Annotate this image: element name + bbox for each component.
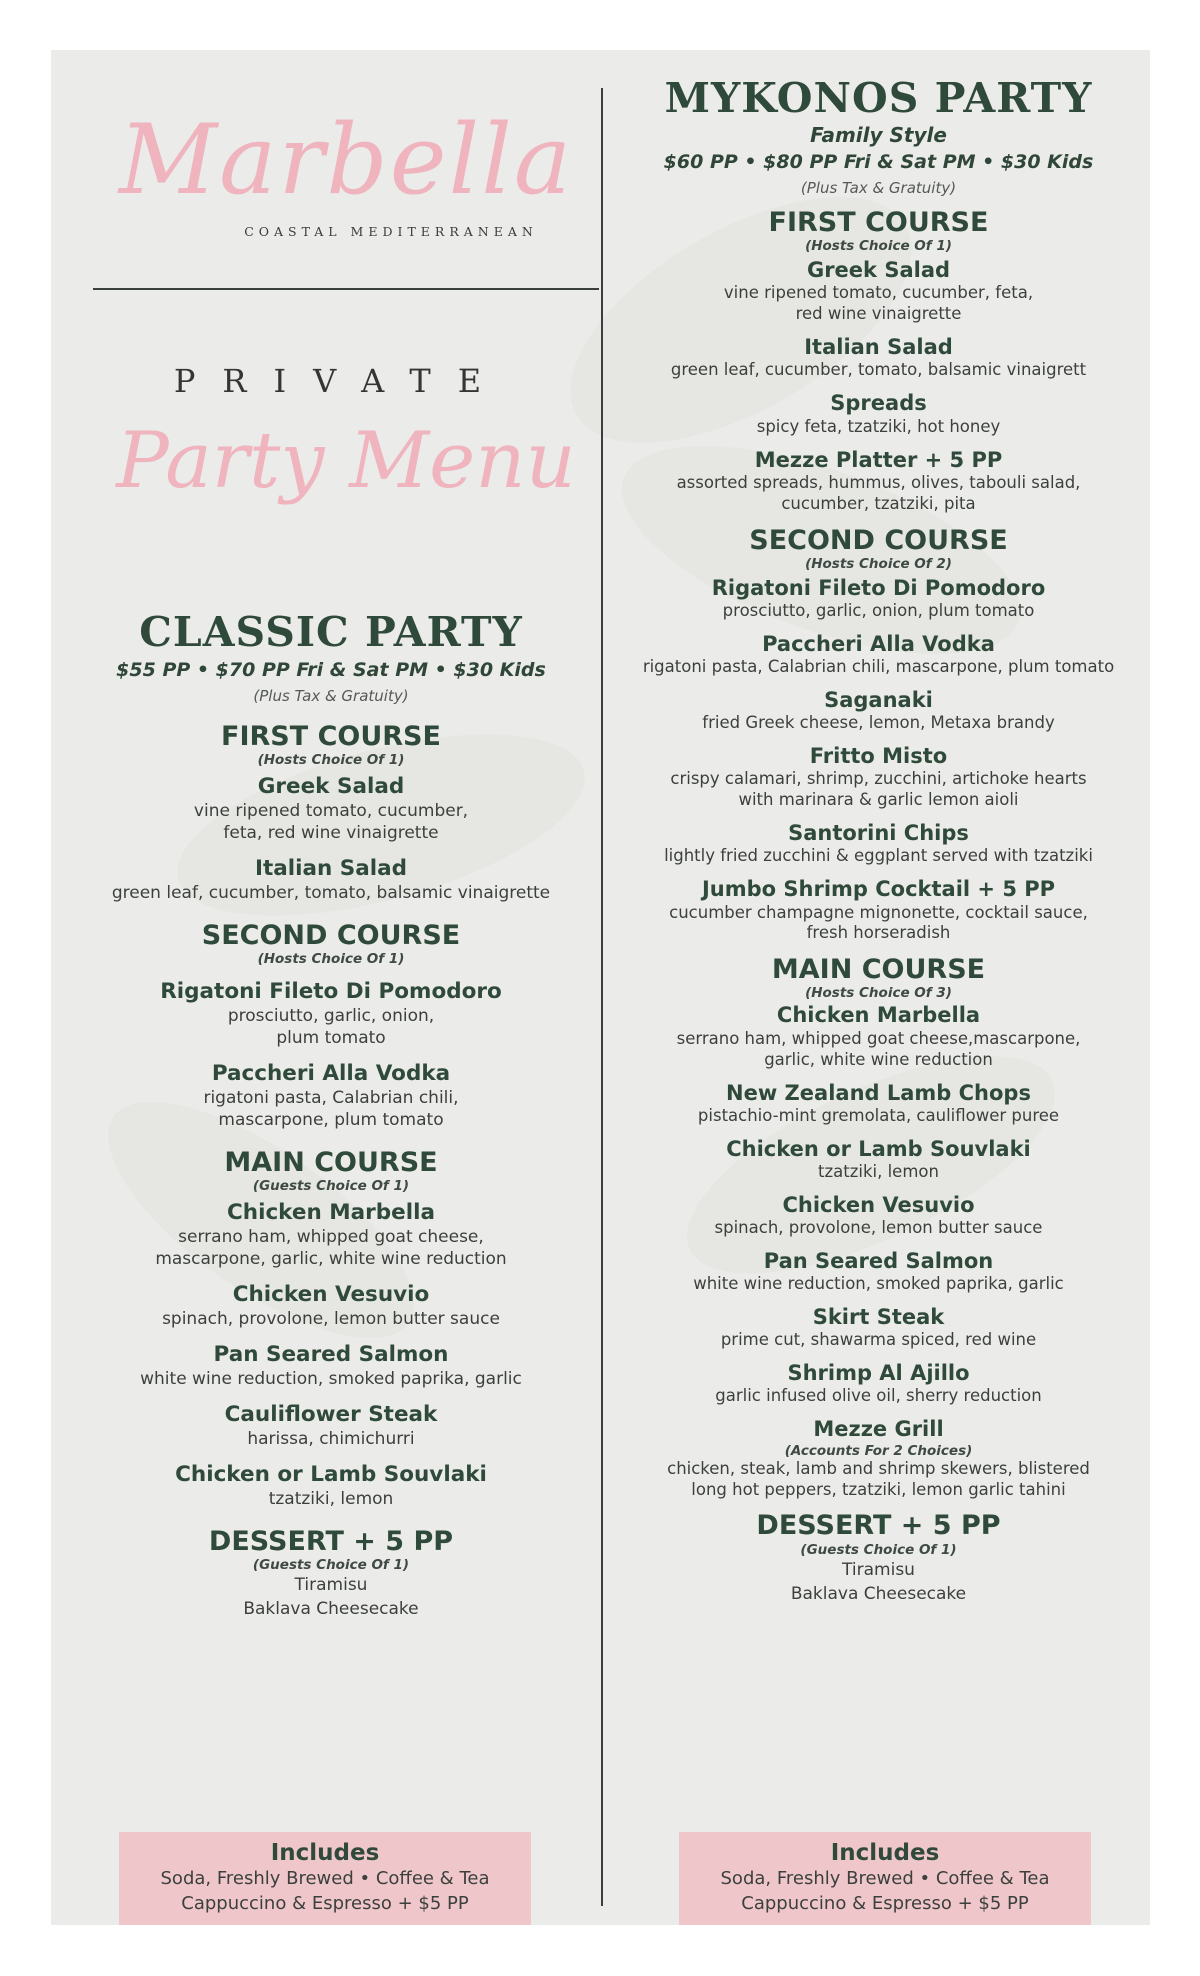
menu-item-name: Chicken Marbella [776,1003,981,1028]
mykonos-family-style: Family Style [810,123,947,148]
dessert-item: Baklava Cheesecake [243,1599,419,1620]
classic-main-course-title: MAIN COURSE [224,1147,438,1179]
includes-line: Cappuccino & Espresso + $5 PP [741,1893,1029,1915]
menu-item-desc: mascarpone, plum tomato [218,1109,444,1130]
classic-includes-box [119,1832,531,1925]
menu-item-name: Skirt Steak [812,1305,945,1330]
classic-second-course-title: SECOND COURSE [201,920,461,952]
menu-item [71,1402,591,1450]
menu-item [616,632,1141,678]
party-menu-script: Party Menu [116,416,576,506]
mykonos-includes-box [679,1832,1091,1925]
menu-item [616,391,1141,437]
menu-item-desc: assorted spreads, hummus, olives, tabouli salad, [676,472,1081,492]
menu-item-desc: harissa, chimichurri [247,1428,415,1449]
menu-item-desc: serrano ham, whipped goat cheese, [178,1226,484,1247]
menu-item-desc: prosciutto, garlic, onion, plum tomato [722,600,1035,620]
menu-item [616,821,1141,867]
menu-item [71,856,591,904]
dessert-item: Baklava Cheesecake [790,1584,967,1605]
menu-item [616,744,1141,811]
menu-item-desc: white wine reduction, smoked paprika, garlic [140,1368,522,1389]
menu-item-desc: serrano ham, whipped goat cheese,mascarpone, [676,1028,1081,1048]
menu-item [71,1282,591,1330]
menu-item-note: (Accounts For 2 Choices) [784,1442,973,1459]
menu-item-desc: pistachio-mint gremolata, cauliflower puree [697,1105,1060,1125]
menu-item-desc: chicken, steak, lamb and shrimp skewers, blistered [667,1458,1090,1478]
menu-item-desc: with marinara & garlic lemon aioli [738,790,1019,810]
classic-first-course-title: FIRST COURSE [221,721,441,753]
menu-item-desc: cucumber, tzatziki, pita [781,493,976,513]
menu-item [71,1462,591,1510]
mykonos-second-course-note: (Hosts Choice Of 2) [805,555,952,572]
dessert-list [71,1573,591,1622]
includes-line: Soda, Freshly Brewed • Coffee & Tea [160,1868,490,1889]
menu-item-name: Santorini Chips [788,821,969,846]
menu-item-name: Jumbo Shrimp Cocktail + 5 PP [701,877,1056,902]
menu-item-desc: tzatziki, lemon [268,1488,394,1509]
menu-item-desc: tzatziki, lemon [818,1161,939,1181]
menu-item-name: Rigatoni Fileto Di Pomodoro [160,979,502,1005]
menu-item [616,1137,1141,1183]
menu-item-name: Italian Salad [254,856,408,882]
menu-item-name: Cauliflower Steak [224,1401,438,1427]
menu-item-desc: spicy feta, tzatziki, hot honey [756,416,1001,436]
mykonos-main-course-title: MAIN COURSE [771,954,986,986]
menu-item [616,448,1141,515]
classic-tax-note: (Plus Tax & Gratuity) [253,687,409,706]
mykonos-dessert-title: DESSERT + 5 PP [756,1510,1001,1542]
menu-item [616,688,1141,734]
menu-item [616,335,1141,381]
menu-item-desc: feta, red wine vinaigrette [223,823,439,844]
header-divider [93,288,599,290]
classic-prices: $55 PP • $70 PP Fri & Sat PM • $30 Kids [116,659,546,682]
menu-item [71,979,591,1049]
menu-item [71,1342,591,1390]
dessert-list [616,1558,1141,1607]
classic-second-course-note: (Hosts Choice Of 1) [257,951,405,968]
classic-main-course-note: (Guests Choice Of 1) [252,1178,410,1195]
menu-item-desc: cucumber champagne mignonette, cocktail sauce, [669,902,1088,922]
mykonos-tax-note: (Plus Tax & Gratuity) [800,179,957,198]
includes-title: Includes [830,1840,940,1866]
menu-item [616,258,1141,325]
menu-item-name: New Zealand Lamb Chops [726,1080,1031,1105]
menu-item-desc: red wine vinaigrette [795,304,962,324]
includes-line: Soda, Freshly Brewed • Coffee & Tea [720,1868,1050,1889]
menu-item [616,877,1141,944]
mykonos-dessert-note: (Guests Choice Of 1) [800,1541,957,1558]
menu-item [71,774,591,844]
menu-item-name: Chicken Vesuvio [782,1192,975,1217]
menu-item-desc: prosciutto, garlic, onion, [227,1005,435,1026]
mykonos-first-course-title: FIRST COURSE [768,207,989,239]
menu-item-desc: vine ripened tomato, cucumber, [193,800,469,821]
menu-item-name: Fritto Misto [809,744,948,769]
marbella-logo: Marbella [118,104,574,216]
menu-item-desc: fried Greek cheese, lemon, Metaxa brandy [702,713,1055,733]
menu-item-name: Chicken Marbella [226,1200,436,1226]
menu-item-desc: prime cut, shawarma spiced, red wine [720,1330,1037,1350]
logo-subtitle: COASTAL MEDITERRANEAN [244,224,538,239]
menu-item-desc: fresh horseradish [806,923,951,943]
menu-item [616,1361,1141,1407]
column-divider [601,88,603,1906]
menu-item-name: Mezze Platter + 5 PP [754,447,1003,472]
classic-first-course-note: (Hosts Choice Of 1) [257,752,405,769]
menu-item-desc: long hot peppers, tzatziki, lemon garlic tahini [691,1479,1066,1499]
menu-item [616,1003,1141,1070]
mykonos-first-course-note: (Hosts Choice Of 1) [805,238,952,255]
menu-item-desc: crispy calamari, shrimp, zucchini, artichoke hearts [670,769,1087,789]
menu-item-name: Pan Seared Salmon [763,1248,994,1273]
menu-item [616,1249,1141,1295]
menu-item [616,1081,1141,1127]
menu-item-name: Greek Salad [257,774,405,800]
menu-sheet [51,50,1150,1925]
menu-item-name: Spreads [830,391,927,416]
menu-item-name: Saganaki [824,687,933,712]
menu-item [616,576,1141,622]
mykonos-party-column [616,76,1141,1607]
private-heading: PRIVATE [173,362,509,400]
menu-item [71,1061,591,1131]
mykonos-main-course-note: (Hosts Choice Of 3) [805,985,952,1002]
menu-item-name: Chicken Vesuvio [232,1282,430,1308]
dessert-item: Tiramisu [842,1559,915,1580]
menu-item-desc: green leaf, cucumber, tomato, balsamic vinaigrett [670,360,1087,380]
menu-item-desc: mascarpone, garlic, white wine reduction [155,1248,507,1269]
includes-line: Cappuccino & Espresso + $5 PP [181,1893,469,1915]
menu-item-name: Chicken or Lamb Souvlaki [175,1461,487,1487]
classic-party-column [71,610,591,1622]
menu-item-name: Italian Salad [804,335,953,360]
menu-item [616,1305,1141,1351]
dessert-item: Tiramisu [294,1574,368,1595]
includes-title: Includes [270,1840,380,1866]
menu-item-desc: green leaf, cucumber, tomato, balsamic vinaigrette [111,882,551,903]
menu-item-name: Shrimp Al Ajillo [787,1361,970,1386]
menu-item-name: Greek Salad [806,258,951,283]
classic-party-title: CLASSIC PARTY [139,608,523,656]
menu-item-name: Rigatoni Fileto Di Pomodoro [711,575,1046,600]
menu-item-desc: garlic, white wine reduction [764,1049,993,1069]
menu-item-desc: lightly fried zucchini & eggplant served with tzatziki [664,846,1093,866]
menu-item [71,1200,591,1270]
menu-item-name: Paccheri Alla Vodka [762,631,995,656]
menu-item-name: Paccheri Alla Vodka [211,1061,451,1087]
menu-item-desc: spinach, provolone, lemon butter sauce [162,1308,500,1329]
menu-item-desc: spinach, provolone, lemon butter sauce [714,1218,1043,1238]
menu-item [616,1417,1141,1500]
menu-item-name: Mezze Grill [813,1417,944,1442]
mykonos-prices: $60 PP • $80 PP Fri & Sat PM • $30 Kids [663,151,1094,174]
menu-item-desc: rigatoni pasta, Calabrian chili, mascarpone, plum tomato [642,656,1115,676]
mykonos-second-course-title: SECOND COURSE [749,524,1008,556]
menu-item-desc: white wine reduction, smoked paprika, garlic [693,1274,1064,1294]
menu-item-desc: rigatoni pasta, Calabrian chili, [203,1087,459,1108]
menu-item-name: Chicken or Lamb Souvlaki [726,1136,1031,1161]
menu-item [616,1193,1141,1239]
menu-item-name: Pan Seared Salmon [213,1341,449,1367]
menu-item-desc: plum tomato [276,1027,386,1048]
classic-dessert-note: (Guests Choice Of 1) [252,1556,410,1573]
menu-item-desc: vine ripened tomato, cucumber, feta, [723,283,1034,303]
classic-dessert-title: DESSERT + 5 PP [208,1525,454,1557]
mykonos-party-title: MYKONOS PARTY [664,74,1093,122]
menu-item-desc: garlic infused olive oil, sherry reduction [715,1386,1042,1406]
